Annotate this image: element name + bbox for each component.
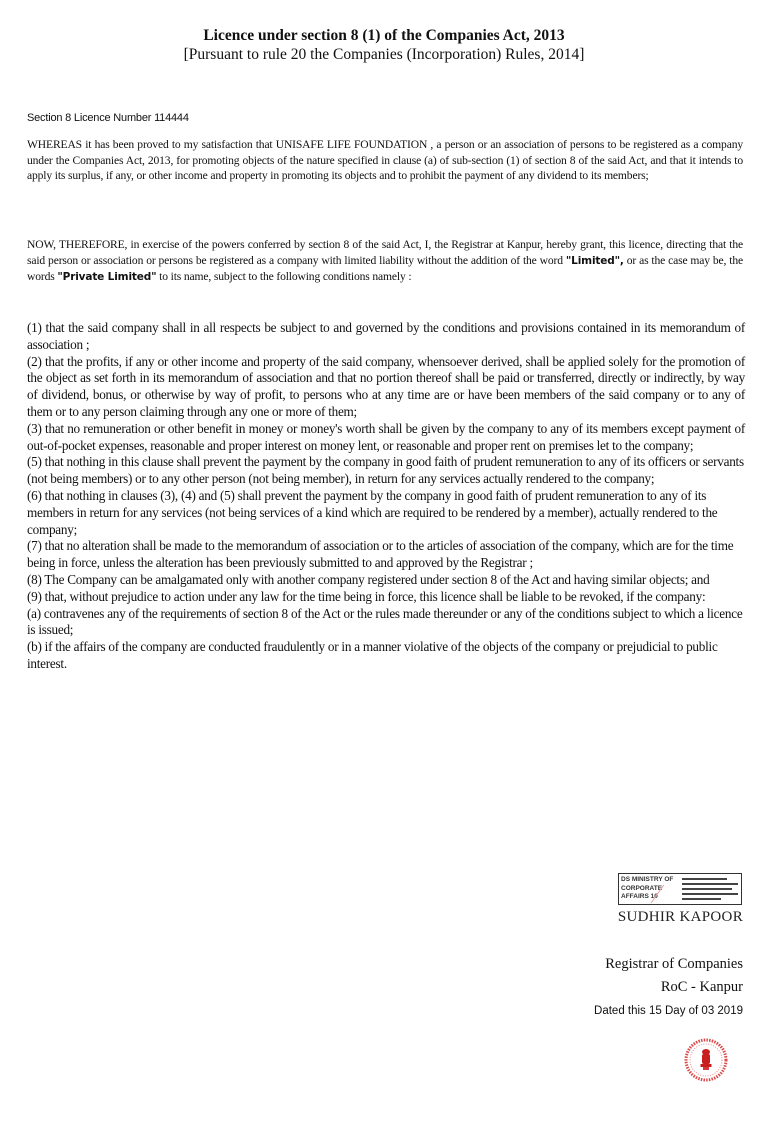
signatory-office: RoC - Kanpur (660, 979, 743, 995)
whereas-paragraph: WHEREAS it has been proved to my satisfaction that UNISAFE LIFE FOUNDATION , a person or an association of persons to be registered as a company under the Companies Act, 2013, for promoting objects of the nature specified in clause (a) of sub-section (1) of section 8 of the said Act, and that it intends to apply its surplus, if any, or other income and property in promoting its objects and to prohibit the payment of any dividend to its members; (27, 138, 743, 183)
condition-8: (8) The Company can be amalgamated only with another company registered under section 8 of the Act and having similar objects; and (27, 571, 710, 587)
emblem-seal-icon (683, 1037, 729, 1083)
conditions-list (27, 320, 745, 673)
condition-b: (b) if the affairs of the company are conducted fraudulently or in a manner violative of the objects of the company or prejudicial to public interest. (27, 639, 718, 671)
condition-1: (1) that the said company shall in all respects be subject to and governed by the conditions and provisions contained in its memorandum of association ; (27, 320, 745, 352)
digital-signature-label: DS MINISTRY OF CORPORATE AFFAIRS 10 (621, 876, 674, 900)
condition-5: (5) that nothing in this clause shall prevent the payment by the company in good faith of prudent remuneration to any of its officers or servants (not being members) or to any other person (not being member), in return for any services actually rendered to the company; (27, 454, 744, 487)
signatory-designation: Registrar of Companies (605, 956, 743, 972)
word-limited: "Limited", (565, 254, 624, 267)
date-line: Dated this 15 Day of 03 2019 (594, 1005, 743, 1017)
word-private-limited: "Private Limited" (57, 271, 157, 284)
now-therefore-paragraph (27, 237, 743, 286)
condition-a: (a) contravenes any of the requirements of section 8 of the Act or the rules made thereunder or any of the conditions subject to which a licence is issued; (27, 605, 743, 638)
signatory-name: SUDHIR KAPOOR (617, 909, 743, 925)
condition-9: (9) that, without prejudice to action under any law for the time being in force, this licence shall be liable to be revoked, if the company: (27, 588, 706, 604)
condition-7: (7) that no alteration shall be made to the memorandum of association or to the articles of association of the company, which are for the time being in force, unless the alteration has been previously submitted to and approved by the Registrar ; (27, 538, 734, 571)
now-therefore-part2: or as the case may be, the words (27, 253, 743, 284)
digital-signature-box (618, 873, 742, 905)
document-subtitle: [Pursuant to rule 20 the Companies (Incorporation) Rules, 2014] (183, 46, 585, 63)
now-therefore-part1: NOW, THEREFORE, in exercise of the powers conferred by section 8 of the said Act, I, the Registrar at Kanpur, hereby grant, this licence, directing that the said person or association or persons be registered as a company with limited liability without the addition of the word (27, 238, 743, 267)
digital-signature-details (679, 874, 741, 904)
document-header (0, 26, 768, 64)
condition-3: (3) that no remuneration or other benefit in money or money's worth shall be given by the company to any of its members except payment of out-of-pocket expenses, reasonable and proper interest on money lent, or reasonable and proper rent on premises let to the company; (27, 420, 745, 453)
document-title: Licence under section 8 (1) of the Companies Act, 2013 (203, 27, 565, 44)
licence-number: Section 8 Licence Number 114444 (27, 112, 189, 124)
condition-6: (6) that nothing in clauses (3), (4) and (5) shall prevent the payment by the company in good faith of prudent remuneration to any of its members in return for any services (not being services of a kind which are required to be rendered by a member), actually rendered to the company; (27, 487, 718, 537)
now-therefore-part3: to its name, subject to the following conditions namely : (156, 270, 412, 284)
condition-2: (2) that the profits, if any or other income and property of the said company, whensoever derived, shall be applied solely for the promotion of the object as set forth in its memorandum of association and that no portion thereof shall be paid or transferred, directly or indirectly, by way of dividend, bonus, or otherwise by way of profit, to persons who at any time are or have been members of the said company or to any of them or to any person claiming through any one or more of them; (27, 353, 745, 419)
